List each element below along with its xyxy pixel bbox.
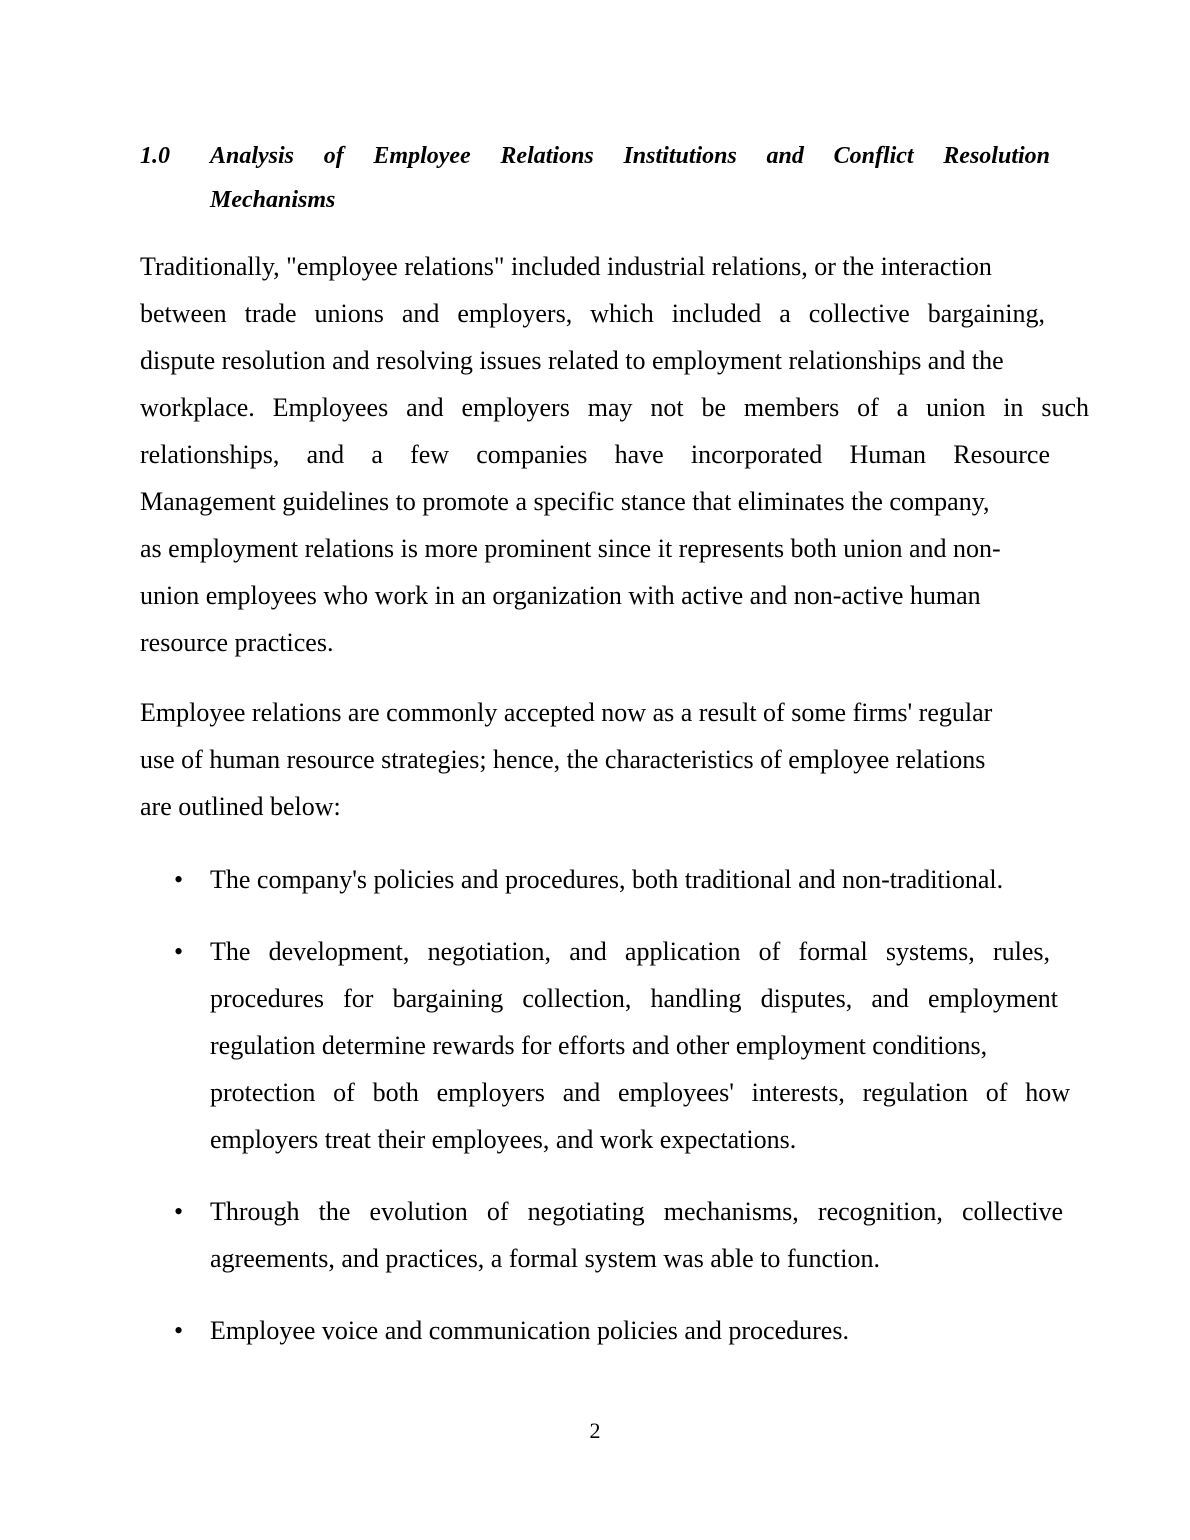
list-item-line: Through the evolution of negotiating mechanisms, recognition, collective xyxy=(210,1197,1063,1226)
list-item-line: regulation determine rewards for efforts and other employment conditions, xyxy=(210,1031,988,1060)
paragraph-line: dispute resolution and resolving issues related to employment relationships and the xyxy=(140,346,1004,375)
paragraph-line: between trade unions and employers, which included a collective bargaining, xyxy=(140,299,1045,328)
page-number: 2 xyxy=(589,1418,601,1443)
list-item xyxy=(140,856,1070,903)
list-item xyxy=(140,1188,1070,1282)
paragraph-line: Management guidelines to promote a specific stance that eliminates the company, xyxy=(140,487,990,516)
paragraph-line: Employee relations are commonly accepted now as a result of some firms' regular xyxy=(140,698,993,727)
bullet-icon: • xyxy=(174,1197,184,1226)
paragraph-characteristics xyxy=(140,689,1060,830)
paragraph-line: resource practices. xyxy=(140,628,334,657)
list-item-line: protection of both employers and employees' interests, regulation of how xyxy=(210,1078,1070,1107)
section-title-line: Analysis of Employee Relations Institutions and Conflict Resolution xyxy=(210,143,1050,169)
paragraph-line: use of human resource strategies; hence, the characteristics of employee relations xyxy=(140,745,986,774)
paragraph-intro xyxy=(140,243,1090,666)
characteristics-list xyxy=(140,856,1070,1379)
list-item-line: The company's policies and procedures, both traditional and non-traditional. xyxy=(210,865,1004,894)
list-item-line: agreements, and practices, a formal system was able to function. xyxy=(210,1244,880,1273)
section-number: 1.0 xyxy=(140,143,170,169)
list-item-line: procedures for bargaining collection, handling disputes, and employment xyxy=(210,984,1058,1013)
list-item-line: The development, negotiation, and application of formal systems, rules, xyxy=(210,937,1050,966)
paragraph-line: relationships, and a few companies have incorporated Human Resource xyxy=(140,440,1050,469)
paragraph-line: as employment relations is more prominent since it represents both union and non- xyxy=(140,534,1001,563)
bullet-icon: • xyxy=(174,937,184,966)
paragraph-line: workplace. Employees and employers may not be members of a union in such xyxy=(140,393,1089,422)
list-item-line: Employee voice and communication policies and procedures. xyxy=(210,1316,849,1345)
list-item xyxy=(140,928,1070,1163)
list-item-line: employers treat their employees, and work expectations. xyxy=(210,1125,797,1154)
paragraph-line: union employees who work in an organization with active and non-active human xyxy=(140,581,981,610)
list-item xyxy=(140,1307,1070,1354)
section-heading xyxy=(140,134,1050,222)
section-title-line: Mechanisms xyxy=(210,187,336,213)
paragraph-line: are outlined below: xyxy=(140,792,341,821)
bullet-icon: • xyxy=(174,1316,184,1345)
paragraph-line: Traditionally, "employee relations" included industrial relations, or the interaction xyxy=(140,252,992,281)
bullet-icon: • xyxy=(174,865,184,894)
section-title xyxy=(210,134,1050,222)
